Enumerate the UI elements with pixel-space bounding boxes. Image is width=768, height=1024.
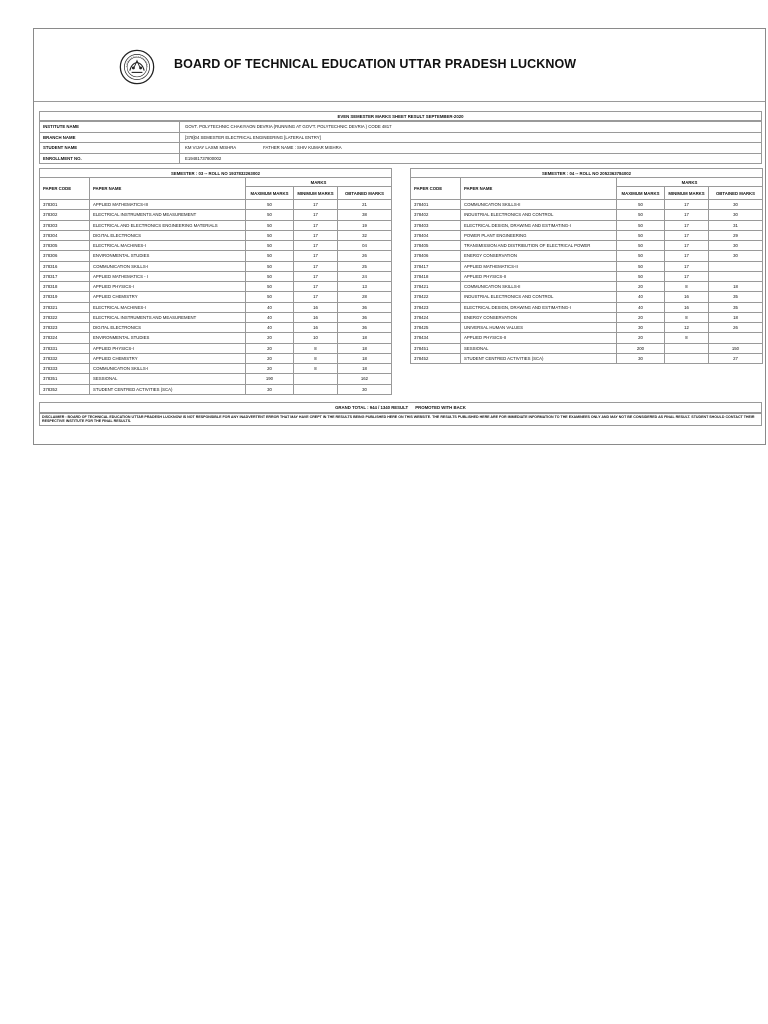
maximum-marks-cell: 50 (246, 241, 294, 251)
grand-total-label: GRAND TOTAL : 944 / 1340 RESULT (335, 404, 409, 410)
paper-name-cell: TRANSMISSION AND DISTRIBUTION OF ELECTRICAL POWER (461, 241, 617, 251)
maximum-marks-cell: 20 (617, 312, 665, 322)
paper-name-cell: COMMUNICATION SKILLS-I (90, 261, 246, 271)
paper-code-cell: 378324 (40, 333, 90, 343)
semester-04-caption: SEMESTER : 04 -- ROLL NO 2052363784002 (411, 169, 763, 178)
table-row (411, 230, 763, 240)
minimum-marks-cell: 16 (294, 323, 338, 333)
maximum-marks-cell: 50 (246, 210, 294, 220)
obtained-marks-cell: 29 (709, 230, 763, 240)
result-status: PROMOTED WITH BACK (415, 404, 466, 410)
table-row (40, 241, 392, 251)
branch-value: [378]04 SEMESTER ELECTRICAL ENGINEERING [LATERAL ENTRY] (180, 132, 762, 143)
col-paper-name: PAPER NAME (461, 178, 617, 200)
paper-name-cell: ELECTRICAL DESIGN, DRAWING AND ESTIMATING-I (461, 302, 617, 312)
table-row (411, 312, 763, 322)
minimum-marks-cell: 17 (665, 261, 709, 271)
maximum-marks-cell: 50 (617, 230, 665, 240)
minimum-marks-cell: 16 (294, 302, 338, 312)
maximum-marks-cell: 50 (246, 282, 294, 292)
student-value: KM VIJAY LAXMI MISHRA (185, 145, 236, 151)
minimum-marks-cell: 16 (665, 292, 709, 302)
obtained-marks-cell: 30 (338, 384, 392, 394)
col-minimum-marks: MINIMUM MARKS (294, 187, 338, 200)
maximum-marks-cell: 40 (246, 323, 294, 333)
grand-total-table (39, 402, 762, 413)
student-info-table (39, 121, 762, 164)
paper-name-cell: DIGITAL ELECTRONICS (90, 323, 246, 333)
col-minimum-marks: MINIMUM MARKS (665, 187, 709, 200)
minimum-marks-cell: 17 (665, 271, 709, 281)
semesters-container (39, 168, 762, 395)
paper-name-cell: ELECTRICAL INSTRUMENTS AND MEASUREMENT (90, 312, 246, 322)
paper-code-cell: 378422 (411, 292, 461, 302)
obtained-marks-cell: 13 (338, 282, 392, 292)
minimum-marks-cell: 17 (294, 200, 338, 210)
maximum-marks-cell: 40 (617, 292, 665, 302)
col-obtained-marks: OBTAINED MARKS (338, 187, 392, 200)
paper-name-cell: SESSIONAL (461, 343, 617, 353)
table-row (40, 292, 392, 302)
paper-code-cell: 378317 (40, 271, 90, 281)
obtained-marks-cell: 150 (709, 343, 763, 353)
paper-code-cell: 378421 (411, 282, 461, 292)
paper-code-cell: 378322 (40, 312, 90, 322)
table-row (40, 323, 392, 333)
page-header (34, 29, 765, 102)
paper-code-cell: 378403 (411, 220, 461, 230)
table-row (40, 312, 392, 322)
maximum-marks-cell: 200 (617, 343, 665, 353)
table-row (411, 302, 763, 312)
table-row (40, 210, 392, 220)
paper-name-cell: POWER PLANT ENGINEERING (461, 230, 617, 240)
maximum-marks-cell: 50 (617, 220, 665, 230)
col-maximum-marks: MAXIMUM MARKS (246, 187, 294, 200)
minimum-marks-cell: 17 (294, 261, 338, 271)
enrollment-value: E19481737800002 (180, 153, 762, 164)
minimum-marks-cell: 17 (294, 271, 338, 281)
paper-name-cell: UNIVERSAL HUMAN VALUES (461, 323, 617, 333)
obtained-marks-cell: 162 (338, 374, 392, 384)
minimum-marks-cell (294, 384, 338, 394)
paper-name-cell: ELECTRICAL AND ELECTRONICS ENGINEERING MATERIALS (90, 220, 246, 230)
minimum-marks-cell: 17 (665, 200, 709, 210)
minimum-marks-cell: 8 (665, 333, 709, 343)
paper-code-cell: 378306 (40, 251, 90, 261)
student-label: STUDENT NAME (40, 143, 180, 154)
grand-total-cell (40, 402, 762, 412)
obtained-marks-cell: 19 (338, 220, 392, 230)
obtained-marks-cell: 18 (709, 312, 763, 322)
col-maximum-marks: MAXIMUM MARKS (617, 187, 665, 200)
maximum-marks-cell: 50 (246, 230, 294, 240)
paper-code-cell: 378404 (411, 230, 461, 240)
paper-code-cell: 378351 (40, 374, 90, 384)
paper-code-cell: 378321 (40, 302, 90, 312)
paper-name-cell: ELECTRICAL MACHINES-I (90, 302, 246, 312)
table-row (40, 200, 392, 210)
semester-04-table (410, 168, 763, 364)
obtained-marks-cell: 24 (338, 271, 392, 281)
paper-code-cell: 378452 (411, 353, 461, 363)
obtained-marks-cell: 18 (338, 343, 392, 353)
semester-04-panel (410, 168, 762, 395)
paper-name-cell: APPLIED MATHEMATICS-III (90, 200, 246, 210)
minimum-marks-cell: 12 (665, 323, 709, 333)
paper-code-cell: 378305 (40, 241, 90, 251)
paper-code-cell: 378319 (40, 292, 90, 302)
paper-name-cell: APPLIED PHYSICS-I (90, 282, 246, 292)
obtained-marks-cell: 32 (338, 230, 392, 240)
maximum-marks-cell: 50 (246, 251, 294, 261)
maximum-marks-cell: 30 (617, 353, 665, 363)
paper-code-cell: 378323 (40, 323, 90, 333)
maximum-marks-cell: 40 (246, 302, 294, 312)
maximum-marks-cell: 50 (617, 261, 665, 271)
table-row (411, 323, 763, 333)
obtained-marks-cell: 38 (338, 210, 392, 220)
col-paper-code: PAPER CODE (40, 178, 90, 200)
paper-name-cell: ELECTRICAL DESIGN, DRAWING AND ESTIMATING-I (461, 220, 617, 230)
obtained-marks-cell: 18 (338, 364, 392, 374)
marks-sheet (33, 28, 766, 445)
minimum-marks-cell: 17 (294, 220, 338, 230)
paper-name-cell: ENERGY CONSERVATION (461, 251, 617, 261)
paper-code-cell: 378302 (40, 210, 90, 220)
maximum-marks-cell: 50 (617, 210, 665, 220)
minimum-marks-cell: 17 (665, 220, 709, 230)
maximum-marks-cell: 20 (617, 282, 665, 292)
obtained-marks-cell: 25 (338, 261, 392, 271)
obtained-marks-cell (709, 333, 763, 343)
table-row (411, 210, 763, 220)
table-row (411, 353, 763, 363)
table-row (40, 374, 392, 384)
obtained-marks-cell: 30 (709, 210, 763, 220)
paper-code-cell: 378423 (411, 302, 461, 312)
paper-name-cell: ENERGY CONSERVATION (461, 312, 617, 322)
paper-code-cell: 378424 (411, 312, 461, 322)
paper-name-cell: APPLIED MATHEMATICS - I (90, 271, 246, 281)
paper-code-cell: 378316 (40, 261, 90, 271)
minimum-marks-cell: 16 (294, 312, 338, 322)
table-row (411, 343, 763, 353)
institute-label: INSTITUTE NAME (40, 122, 180, 133)
minimum-marks-cell: 17 (294, 230, 338, 240)
paper-name-cell: ENVIRONMENTAL STUDIES (90, 333, 246, 343)
paper-name-cell: APPLIED CHEMISTRY (90, 292, 246, 302)
minimum-marks-cell: 17 (665, 241, 709, 251)
obtained-marks-cell: 26 (709, 323, 763, 333)
minimum-marks-cell: 8 (294, 353, 338, 363)
minimum-marks-cell: 8 (294, 343, 338, 353)
obtained-marks-cell: 31 (709, 220, 763, 230)
paper-name-cell: APPLIED PHYSICS-II (461, 271, 617, 281)
paper-name-cell: ENVIRONMENTAL STUDIES (90, 251, 246, 261)
col-obtained-marks: OBTAINED MARKS (709, 187, 763, 200)
maximum-marks-cell: 20 (246, 353, 294, 363)
maximum-marks-cell: 50 (617, 251, 665, 261)
maximum-marks-cell: 30 (246, 384, 294, 394)
minimum-marks-cell: 17 (294, 292, 338, 302)
table-row (411, 333, 763, 343)
table-row (411, 241, 763, 251)
paper-code-cell: 378401 (411, 200, 461, 210)
paper-name-cell: APPLIED PHYSICS-I (90, 343, 246, 353)
minimum-marks-cell: 16 (665, 302, 709, 312)
table-row (40, 343, 392, 353)
paper-code-cell: 378451 (411, 343, 461, 353)
table-row (40, 302, 392, 312)
table-row (40, 364, 392, 374)
minimum-marks-cell (665, 353, 709, 363)
paper-name-cell: ELECTRICAL INSTRUMENTS AND MEASUREMENT (90, 210, 246, 220)
table-row (411, 251, 763, 261)
obtained-marks-cell: 35 (709, 302, 763, 312)
col-marks: MARKS (617, 178, 763, 187)
maximum-marks-cell: 20 (617, 333, 665, 343)
maximum-marks-cell: 50 (246, 261, 294, 271)
paper-code-cell: 378333 (40, 364, 90, 374)
obtained-marks-cell: 36 (338, 302, 392, 312)
father-value: FATHER NAME : SHIV KUMAR MISHRA (263, 145, 342, 151)
semester-03-rows (40, 200, 392, 395)
result-content (39, 111, 762, 426)
obtained-marks-cell: 04 (338, 241, 392, 251)
paper-name-cell: COMMUNICATION SKILLS-I (90, 364, 246, 374)
obtained-marks-cell: 21 (338, 200, 392, 210)
paper-name-cell: COMMUNICATION SKILLS-II (461, 200, 617, 210)
disclaimer-text: DISCLAIMER : BOARD OF TECHNICAL EDUCATION UTTAR PRADESH LUCKNOW IS NOT RESPONSIBLE FOR ANY INADVERTENT ERROR THAT MAY HAVE CREPT IN THE RESULTS BEING PUBLISHED HERE ON THIS WEBSITE. THE RESULTS PUBLISHED HERE ARE FOR IMMEDIATE INFORMATION TO THE EXAMINEES ONLY AND MAY NOT BE CONSIDERED AS FINAL RESULT. STUDENT SHOULD CONTACT THEIR RESPECTIVE INSTITUTE FOR THE FINAL RESULTS. (40, 413, 762, 425)
paper-name-cell: APPLIED PHYSICS-II (461, 333, 617, 343)
obtained-marks-cell: 30 (709, 251, 763, 261)
table-row (40, 333, 392, 343)
minimum-marks-cell: 17 (665, 230, 709, 240)
maximum-marks-cell: 50 (246, 292, 294, 302)
table-row (40, 261, 392, 271)
student-name-cell (180, 143, 762, 154)
minimum-marks-cell: 17 (665, 251, 709, 261)
paper-code-cell: 378418 (411, 271, 461, 281)
maximum-marks-cell: 30 (617, 323, 665, 333)
maximum-marks-cell: 20 (246, 333, 294, 343)
minimum-marks-cell: 8 (665, 312, 709, 322)
paper-code-cell: 378332 (40, 353, 90, 363)
paper-name-cell: COMMUNICATION SKILLS-II (461, 282, 617, 292)
paper-code-cell: 378352 (40, 384, 90, 394)
obtained-marks-cell: 27 (709, 353, 763, 363)
paper-code-cell: 378301 (40, 200, 90, 210)
obtained-marks-cell: 35 (709, 292, 763, 302)
disclaimer-table (39, 413, 762, 426)
minimum-marks-cell: 8 (294, 364, 338, 374)
obtained-marks-cell: 18 (709, 282, 763, 292)
paper-code-cell: 378406 (411, 251, 461, 261)
paper-code-cell: 378303 (40, 220, 90, 230)
paper-code-cell: 378417 (411, 261, 461, 271)
paper-name-cell: DIGITAL ELECTRONICS (90, 230, 246, 240)
minimum-marks-cell: 10 (294, 333, 338, 343)
maximum-marks-cell: 20 (246, 364, 294, 374)
semester-03-caption: SEMESTER : 03 -- ROLL NO 1937832263002 (40, 169, 392, 178)
minimum-marks-cell: 8 (665, 282, 709, 292)
semester-04-rows (411, 200, 763, 364)
table-row (40, 271, 392, 281)
table-row (40, 353, 392, 363)
paper-name-cell: STUDENT CENTRED ACTIVITIES (SCA) (90, 384, 246, 394)
table-row (411, 292, 763, 302)
sheet-title: EVEN SEMESTER MARKS SHEET RESULT SEPTEMBER-2020 (40, 112, 762, 121)
paper-name-cell: APPLIED CHEMISTRY (90, 353, 246, 363)
table-row (411, 220, 763, 230)
obtained-marks-cell (709, 271, 763, 281)
col-marks: MARKS (246, 178, 392, 187)
minimum-marks-cell: 17 (294, 241, 338, 251)
enrollment-label: ENROLLMENT NO. (40, 153, 180, 164)
obtained-marks-cell: 36 (338, 312, 392, 322)
minimum-marks-cell (665, 343, 709, 353)
table-row (411, 261, 763, 271)
paper-code-cell: 378402 (411, 210, 461, 220)
up-state-emblem-icon (119, 49, 155, 85)
minimum-marks-cell (294, 374, 338, 384)
table-row (411, 271, 763, 281)
table-row (411, 200, 763, 210)
maximum-marks-cell: 20 (246, 343, 294, 353)
paper-code-cell: 378425 (411, 323, 461, 333)
obtained-marks-cell: 18 (338, 353, 392, 363)
maximum-marks-cell: 50 (617, 271, 665, 281)
maximum-marks-cell: 50 (246, 271, 294, 281)
table-row (411, 282, 763, 292)
obtained-marks-cell: 30 (709, 241, 763, 251)
maximum-marks-cell: 50 (246, 220, 294, 230)
branch-label: BRANCH NAME (40, 132, 180, 143)
semester-03-panel (39, 168, 391, 395)
paper-code-cell: 378331 (40, 343, 90, 353)
table-row (40, 220, 392, 230)
maximum-marks-cell: 40 (617, 302, 665, 312)
obtained-marks-cell (709, 261, 763, 271)
paper-code-cell: 378405 (411, 241, 461, 251)
table-row (40, 384, 392, 394)
table-row (40, 251, 392, 261)
paper-name-cell: INDUSTRIAL ELECTRONICS AND CONTROL (461, 292, 617, 302)
sheet-caption-table (39, 111, 762, 121)
maximum-marks-cell: 50 (246, 200, 294, 210)
minimum-marks-cell: 17 (294, 282, 338, 292)
maximum-marks-cell: 50 (617, 241, 665, 251)
table-row (40, 282, 392, 292)
paper-name-cell: ELECTRICAL MACHINES-I (90, 241, 246, 251)
obtained-marks-cell: 30 (709, 200, 763, 210)
obtained-marks-cell: 36 (338, 323, 392, 333)
minimum-marks-cell: 17 (294, 251, 338, 261)
table-row (40, 230, 392, 240)
col-paper-name: PAPER NAME (90, 178, 246, 200)
col-paper-code: PAPER CODE (411, 178, 461, 200)
institute-value: GOVT. POLYTECHNIC CHAKIYAON DEVRIA (RUNNING AT GOV'T. POLYTECHNIC DEVRIA ) CODE 4817 (180, 122, 762, 133)
paper-name-cell: SESSIONAL (90, 374, 246, 384)
board-title: BOARD OF TECHNICAL EDUCATION UTTAR PRADESH LUCKNOW (174, 57, 577, 71)
paper-code-cell: 378318 (40, 282, 90, 292)
minimum-marks-cell: 17 (665, 210, 709, 220)
maximum-marks-cell: 190 (246, 374, 294, 384)
semester-03-table (39, 168, 392, 395)
obtained-marks-cell: 18 (338, 333, 392, 343)
minimum-marks-cell: 17 (294, 210, 338, 220)
obtained-marks-cell: 26 (338, 251, 392, 261)
paper-name-cell: INDUSTRIAL ELECTRONICS AND CONTROL (461, 210, 617, 220)
maximum-marks-cell: 40 (246, 312, 294, 322)
paper-name-cell: APPLIED MATHEMATICS-II (461, 261, 617, 271)
maximum-marks-cell: 50 (617, 200, 665, 210)
obtained-marks-cell: 28 (338, 292, 392, 302)
paper-name-cell: STUDENT CENTRED ACTIVITIES (SCA) (461, 353, 617, 363)
paper-code-cell: 378434 (411, 333, 461, 343)
paper-code-cell: 378304 (40, 230, 90, 240)
